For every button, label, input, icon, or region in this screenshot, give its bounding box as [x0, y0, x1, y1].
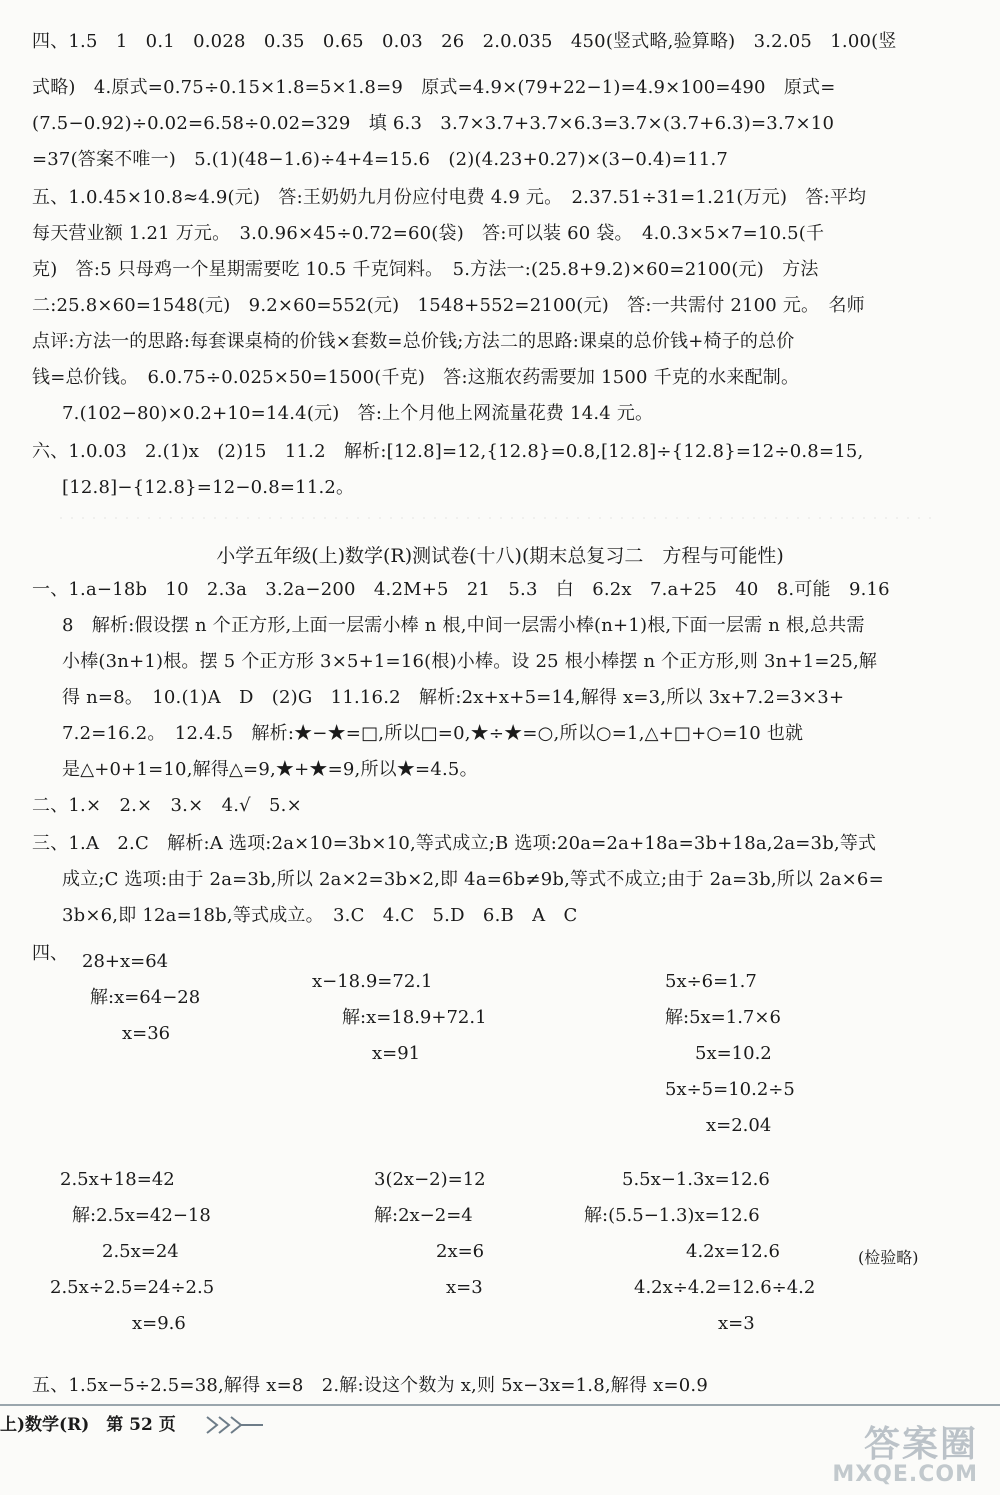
equation-step: 解:x=18.9+72.1: [342, 1007, 487, 1028]
equation-step: 5x÷5=10.2÷5: [665, 1079, 795, 1100]
equation-step: x=36: [122, 1023, 171, 1044]
answer-line: 每天营业额 1.21 万元。 3.0.96×45÷0.72=60(袋) 答:可以装 60 袋。 4.0.3×5×7=10.5(千: [32, 223, 825, 244]
equation-step: 解:(5.5−1.3)x=12.6: [584, 1205, 760, 1226]
section-label: 四、: [32, 943, 68, 964]
page-title: 小学五年级(上)数学(R)测试卷(十八)(期末总复习二 方程与可能性): [216, 545, 784, 567]
equation-step: 2.5x÷2.5=24÷2.5: [50, 1277, 215, 1298]
answer-line: 一、1.a−18b 10 2.3a 3.2a−200 4.2M+5 21 5.3 白 6.2x 7.a+25 40 8.可能 9.16: [32, 579, 890, 600]
answer-line: [12.8]−{12.8}=12−0.8=11.2。: [62, 477, 355, 498]
equation-step: 4.2x=12.6: [686, 1241, 780, 1262]
equation-step: 28+x=64: [82, 951, 169, 972]
equation-step: 解:2.5x=42−18: [72, 1205, 211, 1226]
equation-step: 4.2x÷4.2=12.6÷4.2: [634, 1277, 816, 1298]
equation-step: x=91: [372, 1043, 421, 1064]
check-note: (检验略): [858, 1248, 919, 1267]
watermark-text: 答案圈: [863, 1424, 978, 1465]
footer-rule: [0, 1404, 1000, 1406]
answer-line: =37(答案不唯一) 5.(1)(48−1.6)÷4+4=15.6 (2)(4.23+0.27)×(3−0.4)=11.7: [32, 149, 729, 170]
answer-line: 二、1.× 2.× 3.× 4.√ 5.×: [32, 795, 302, 816]
answer-line: 三、1.A 2.C 解析:A 选项:2a×10=3b×10,等式成立;B 选项:20a=2a+18a=3b+18a,2a=3b,等式: [32, 833, 877, 854]
equation-step: 5.5x−1.3x=12.6: [622, 1169, 770, 1190]
equation-step: 解:5x=1.7×6: [665, 1007, 781, 1028]
equation-step: 2.5x=24: [102, 1241, 179, 1262]
answer-line: 8 解析:假设摆 n 个正方形,上面一层需小棒 n 根,中间一层需小棒(n+1)根,下面一层需 n 根,总共需: [62, 615, 865, 636]
equation-step: 2x=6: [436, 1241, 485, 1262]
answer-line: 小棒(3n+1)根。摆 5 个正方形 3×5+1=16(根)小棒。设 25 根小棒摆 n 个正方形,则 3n+1=25,解: [62, 651, 878, 672]
answer-line: 六、1.0.03 2.(1)x (2)15 11.2 解析:[12.8]=12,{12.8}=0.8,[12.8]÷{12.8}=12÷0.8=15,: [32, 441, 864, 462]
watermark-logo: [798, 1416, 978, 1488]
answer-line: 式略) 4.原式=0.75÷0.15×1.8=5×1.8=9 原式=4.9×(79+22−1)=4.9×100=490 原式=: [32, 77, 836, 98]
answer-line: 二:25.8×60=1548(元) 9.2×60=552(元) 1548+552=2100(元) 答:一共需付 2100 元。 名师: [32, 295, 865, 316]
equation-step: 解:2x−2=4: [374, 1205, 473, 1226]
equation-step: x=3: [446, 1277, 483, 1298]
answer-line: (7.5−0.92)÷0.02=6.58÷0.02=329 填 6.3 3.7×3.7+3.7×6.3=3.7×(3.7+6.3)=3.7×10: [32, 113, 835, 134]
equation-step: x−18.9=72.1: [312, 971, 433, 992]
answer-line: 四、1.5 1 0.1 0.028 0.35 0.65 0.03 26 2.0.035 450(竖式略,验算略) 3.2.05 1.00(竖: [32, 31, 897, 52]
answer-line: 成立;C 选项:由于 2a=3b,所以 2a×2=3b×2,即 4a=6b≠9b,等式不成立;由于 2a=3b,所以 2a×6=: [62, 869, 884, 890]
answer-line: 五、1.0.45×10.8≈4.9(元) 答:王奶奶九月份应付电费 4.9 元。 2.37.51÷31=1.21(万元) 答:平均: [32, 187, 867, 208]
answer-line: 五、1.5x−5÷2.5=38,解得 x=8 2.解:设这个数为 x,则 5x−3x=1.8,解得 x=0.9: [32, 1375, 708, 1396]
answer-line: 钱=总价钱。 6.0.75÷0.025×50=1500(千克) 答:这瓶农药需要加 1500 千克的水来配制。: [32, 367, 800, 388]
equation-step: x=2.04: [706, 1115, 772, 1136]
answer-line: 7.2=16.2。 12.4.5 解析:★−★=□,所以□=0,★÷★=○,所以○=1,△+□+○=10 也就: [62, 723, 804, 744]
equation-step: 5x÷6=1.7: [665, 971, 757, 992]
answer-line: 点评:方法一的思路:每套课桌椅的价钱×套数=总价钱;方法二的思路:课桌的总价钱+椅子的总价: [32, 331, 795, 352]
page-number: 上)数学(R) 第 52 页: [0, 1415, 176, 1435]
equation-step: 3(2x−2)=12: [374, 1169, 486, 1190]
answer-line: 得 n=8。 10.(1)A D (2)G 11.16.2 解析:2x+x+5=14,解得 x=3,所以 3x+7.2=3×3+: [62, 687, 845, 708]
watermark-url: MXQE.COM: [832, 1462, 978, 1487]
answer-line: 克) 答:5 只母鸡一个星期需要吃 10.5 千克饲料。 5.方法一:(25.8+9.2)×60=2100(元) 方法: [32, 259, 819, 280]
faint-divider: [60, 508, 940, 528]
equation-step: 5x=10.2: [695, 1043, 772, 1064]
equation-step: x=3: [718, 1313, 755, 1334]
answer-line: 3b×6,即 12a=18b,等式成立。 3.C 4.C 5.D 6.B A C: [62, 905, 578, 926]
chevron-arrows-icon: [205, 1414, 265, 1436]
equation-step: 2.5x+18=42: [60, 1169, 175, 1190]
equation-step: x=9.6: [132, 1313, 186, 1334]
answer-line: 7.(102−80)×0.2+10=14.4(元) 答:上个月他上网流量花费 14.4 元。: [62, 403, 654, 424]
equation-step: 解:x=64−28: [90, 987, 201, 1008]
answer-line: 是△+0+1=10,解得△=9,★+★=9,所以★=4.5。: [62, 759, 478, 780]
